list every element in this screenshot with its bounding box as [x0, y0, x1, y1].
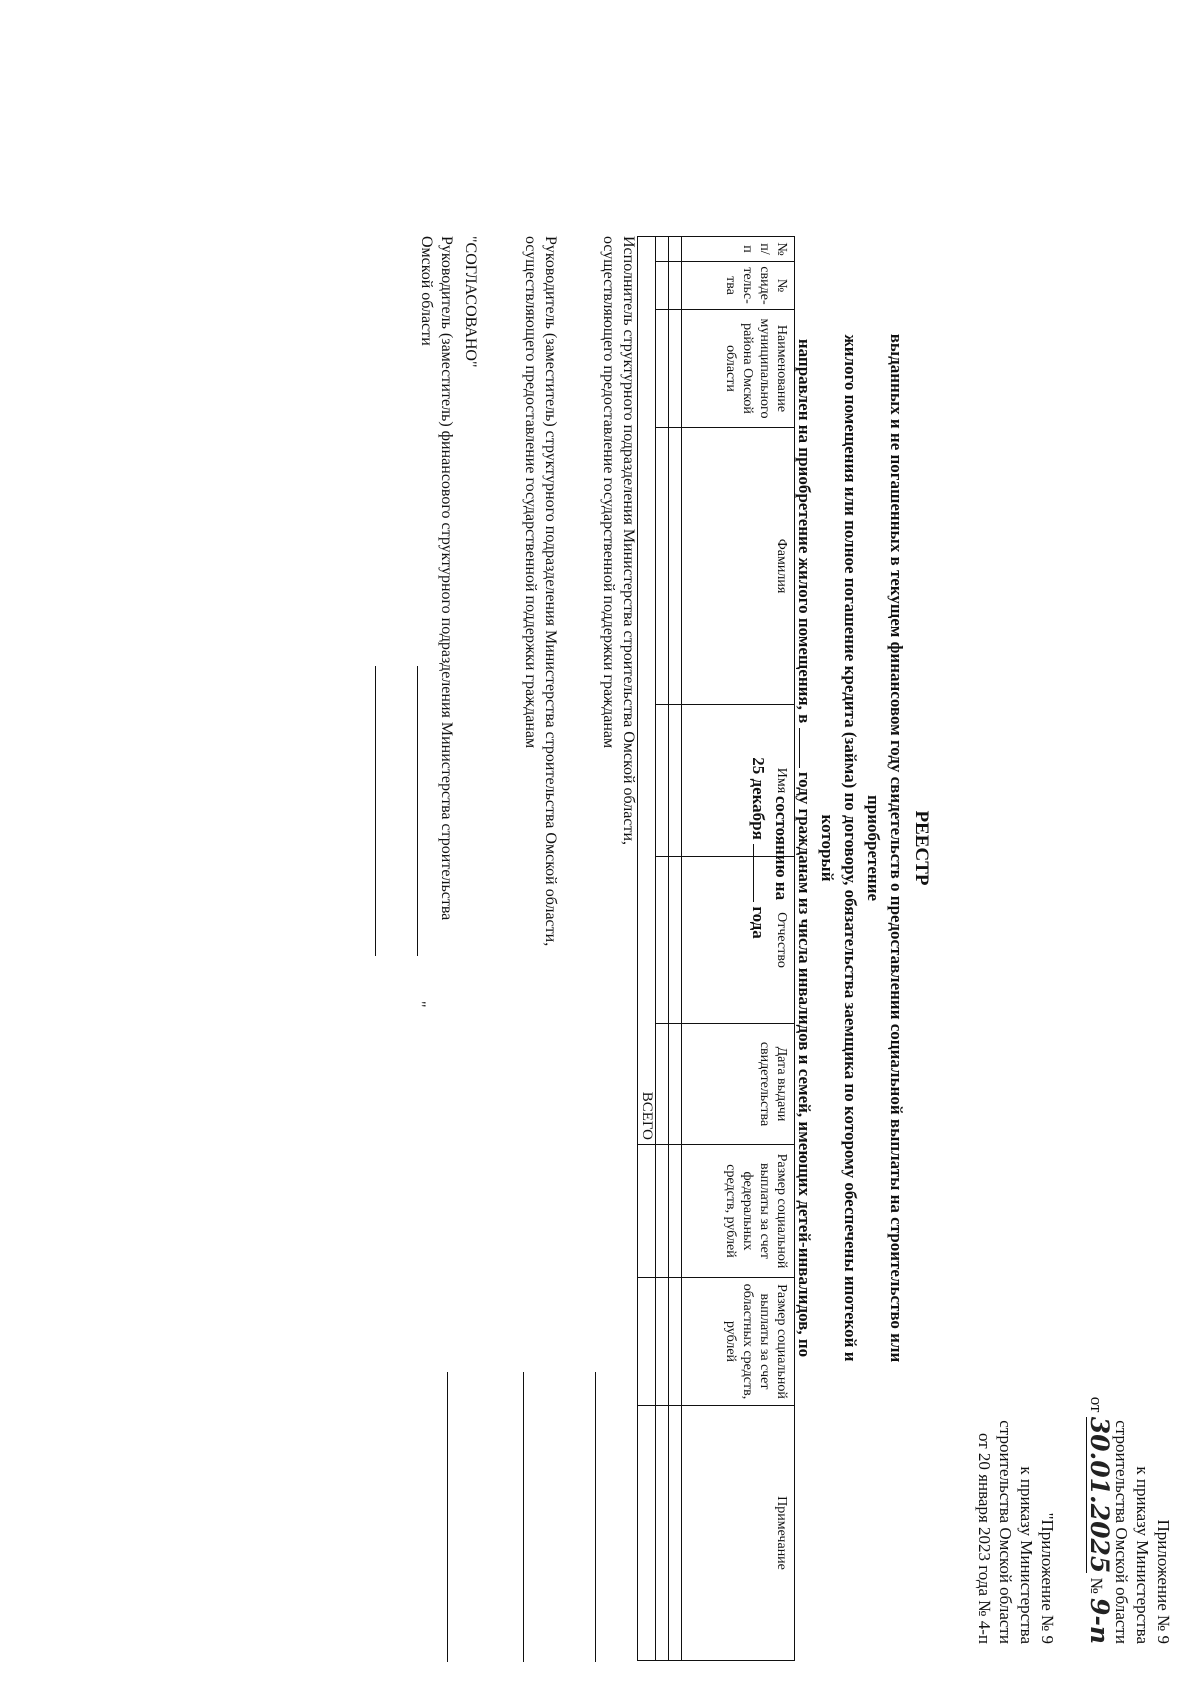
appendix-order-ref: к приказу Министерства	[1133, 1466, 1152, 1644]
appendix-ministry: строительства Омской области	[1112, 1420, 1131, 1644]
appendix-original-number: "Приложение № 9	[1038, 1512, 1057, 1644]
executor-signature-line	[595, 1372, 596, 1662]
number-label: №	[1087, 1577, 1106, 1594]
finance-signature-block	[416, 236, 480, 920]
head-signature-line	[523, 1372, 524, 1662]
appendix-original-header	[974, 1420, 1058, 1644]
header-cell-issue-date: Дата выдачи свидетельства	[682, 1024, 795, 1145]
header-cell-certificate-number: № свиде-тельс-тва	[682, 262, 795, 310]
header-cell-federal-amount: Размер социальной выплаты за счет федеральных средств, рублей	[682, 1145, 795, 1278]
header-cell-note: Примечание	[682, 1406, 795, 1661]
total-federal-cell[interactable]	[638, 1145, 656, 1278]
header-cell-name: Имя	[682, 705, 795, 857]
executor-title-line-2: осуществляющего предоставление государственной поддержки гражданам	[600, 236, 617, 749]
table-row	[656, 237, 669, 1661]
total-note-cell[interactable]	[638, 1406, 656, 1661]
registry-table	[637, 236, 795, 1661]
table-total-row	[638, 237, 656, 1661]
year-blank	[799, 728, 800, 768]
executor-title-line-1: Исполнитель структурного подразделения Министерства строительства Омской области,	[620, 236, 637, 846]
appendix-date-line	[1085, 1396, 1114, 1644]
title-line-2: жилого помещения или полное погашение кредита (займа) по договору, обязательства заемщика по которому обеспечены ипотекой и который	[818, 334, 860, 1362]
registry-heading: РЕЕСТР	[911, 810, 932, 886]
appendix-original-date: от 20 января 2023 года № 4-п	[975, 1432, 994, 1644]
title-line-3: направлен на приобретение жилого помещения, в году гражданам из числа инвалидов и семей, имеющих детей-инвалидов, по состоянию на	[772, 338, 814, 1358]
title-line-4: 25 декабря года	[749, 757, 768, 939]
header-cell-surname: Фамилия	[682, 428, 795, 705]
handwritten-number: 9-п	[1085, 1598, 1114, 1644]
from-label: от	[1087, 1396, 1106, 1413]
head-title-line-1: Руководитель (заместитель) структурного подразделения Министерства строительства Омской области,	[542, 236, 559, 947]
appendix-current-header	[1086, 1397, 1174, 1644]
closing-quote: "	[411, 1001, 428, 1008]
appendix-original-ministry: строительства Омской области	[996, 1420, 1015, 1644]
finance-signature-line	[447, 1372, 448, 1662]
handwritten-date: 30.01.2025	[1085, 1416, 1114, 1574]
head-title-line-2: осуществляющего предоставление государственной поддержки гражданам	[522, 236, 539, 749]
signature-line	[417, 666, 418, 956]
appendix-original-order-ref: к приказу Министерства	[1017, 1466, 1036, 1644]
header-cell-regional-amount: Размер социальной выплаты за счет областных средств, рублей	[682, 1278, 795, 1406]
table-header-row	[682, 237, 795, 1661]
finance-title-line-2: Омской области	[418, 236, 435, 346]
title-line-1: выданных и не погашенных в текущем финансовом году свидетельств о предоставлении социальной выплаты на строительство или приобретение	[864, 333, 906, 1363]
finance-title-line-1: Руководитель (заместитель) финансового структурного подразделения Министерства строительства	[438, 236, 455, 921]
agreed-stamp-text: "СОГЛАСОВАНО"	[462, 236, 479, 368]
total-regional-cell[interactable]	[638, 1278, 656, 1406]
appendix-number: Приложение № 9	[1154, 1519, 1173, 1644]
signature-line	[375, 666, 376, 956]
header-cell-district: Наименование муниципального района Омской области	[682, 310, 795, 428]
executor-signature-block	[598, 236, 638, 845]
header-cell-row-number: № п/п	[682, 237, 795, 262]
header-cell-patronymic: Отчество	[682, 857, 795, 1024]
head-signature-block	[520, 236, 560, 946]
table-row	[669, 237, 682, 1661]
total-label: ВСЕГО	[638, 237, 656, 1145]
